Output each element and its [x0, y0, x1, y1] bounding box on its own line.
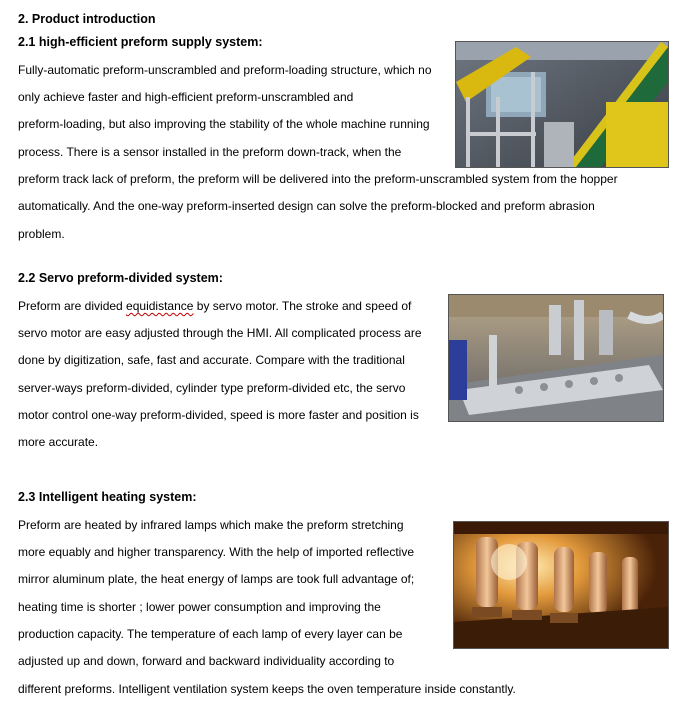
- s1-line: process. There is a sensor installed in the preform down-track, when the: [18, 145, 402, 159]
- spellcheck-word: equidistance: [126, 299, 194, 313]
- heating-oven-photo: [453, 521, 669, 649]
- s2-line: motor control one-way preform-divided, speed is more faster and position is: [18, 408, 419, 422]
- heading-servo-divided: 2.2 Servo preform-divided system:: [18, 271, 223, 285]
- s2-line: servo motor are easy adjusted through the HMI. All complicated process are: [18, 326, 422, 340]
- s2-line: done by digitization, safe, fast and accurate. Compare with the traditional: [18, 353, 405, 367]
- s3-line: heating time is shorter ; lower power consumption and improving the: [18, 600, 381, 614]
- s2-line: server-ways preform-divided, cylinder type preform-divided etc, the servo: [18, 381, 406, 395]
- s1-line: preform track lack of preform, the preform will be delivered into the preform-unscrambled system from the hopper: [18, 172, 618, 186]
- s1-line: preform-loading, but also improving the stability of the whole machine running: [18, 117, 430, 131]
- heading-heating: 2.3 Intelligent heating system:: [18, 490, 197, 504]
- section-title: 2. Product introduction: [18, 12, 156, 26]
- s3-line: mirror aluminum plate, the heat energy of lamps are took full advantage of;: [18, 572, 415, 586]
- s3-line: Preform are heated by infrared lamps which make the preform stretching: [18, 518, 404, 532]
- s1-line: Fully-automatic preform-unscrambled and preform-loading structure, which no: [18, 63, 432, 77]
- s3-line: more equably and higher transparency. With the help of imported reflective: [18, 545, 414, 559]
- s2-line: Preform are divided equidistance by servo motor. The stroke and speed of: [18, 299, 412, 313]
- heading-preform-supply: 2.1 high-efficient preform supply system:: [18, 35, 263, 49]
- s3-line: production capacity. The temperature of each lamp of every layer can be: [18, 627, 403, 641]
- s1-line: problem.: [18, 227, 65, 241]
- s1-line: only achieve faster and high-efficient preform-unscrambled and: [18, 90, 354, 104]
- s1-line: automatically. And the one-way preform-inserted design can solve the preform-blocked and preform abrasion: [18, 199, 595, 213]
- preform-supply-photo: [455, 41, 669, 168]
- servo-divided-photo: [448, 294, 664, 422]
- s2-line: more accurate.: [18, 435, 99, 449]
- s3-line: different preforms. Intelligent ventilation system keeps the oven temperature inside constantly.: [18, 682, 516, 696]
- s3-line: adjusted up and down, forward and backward individuality according to: [18, 654, 395, 668]
